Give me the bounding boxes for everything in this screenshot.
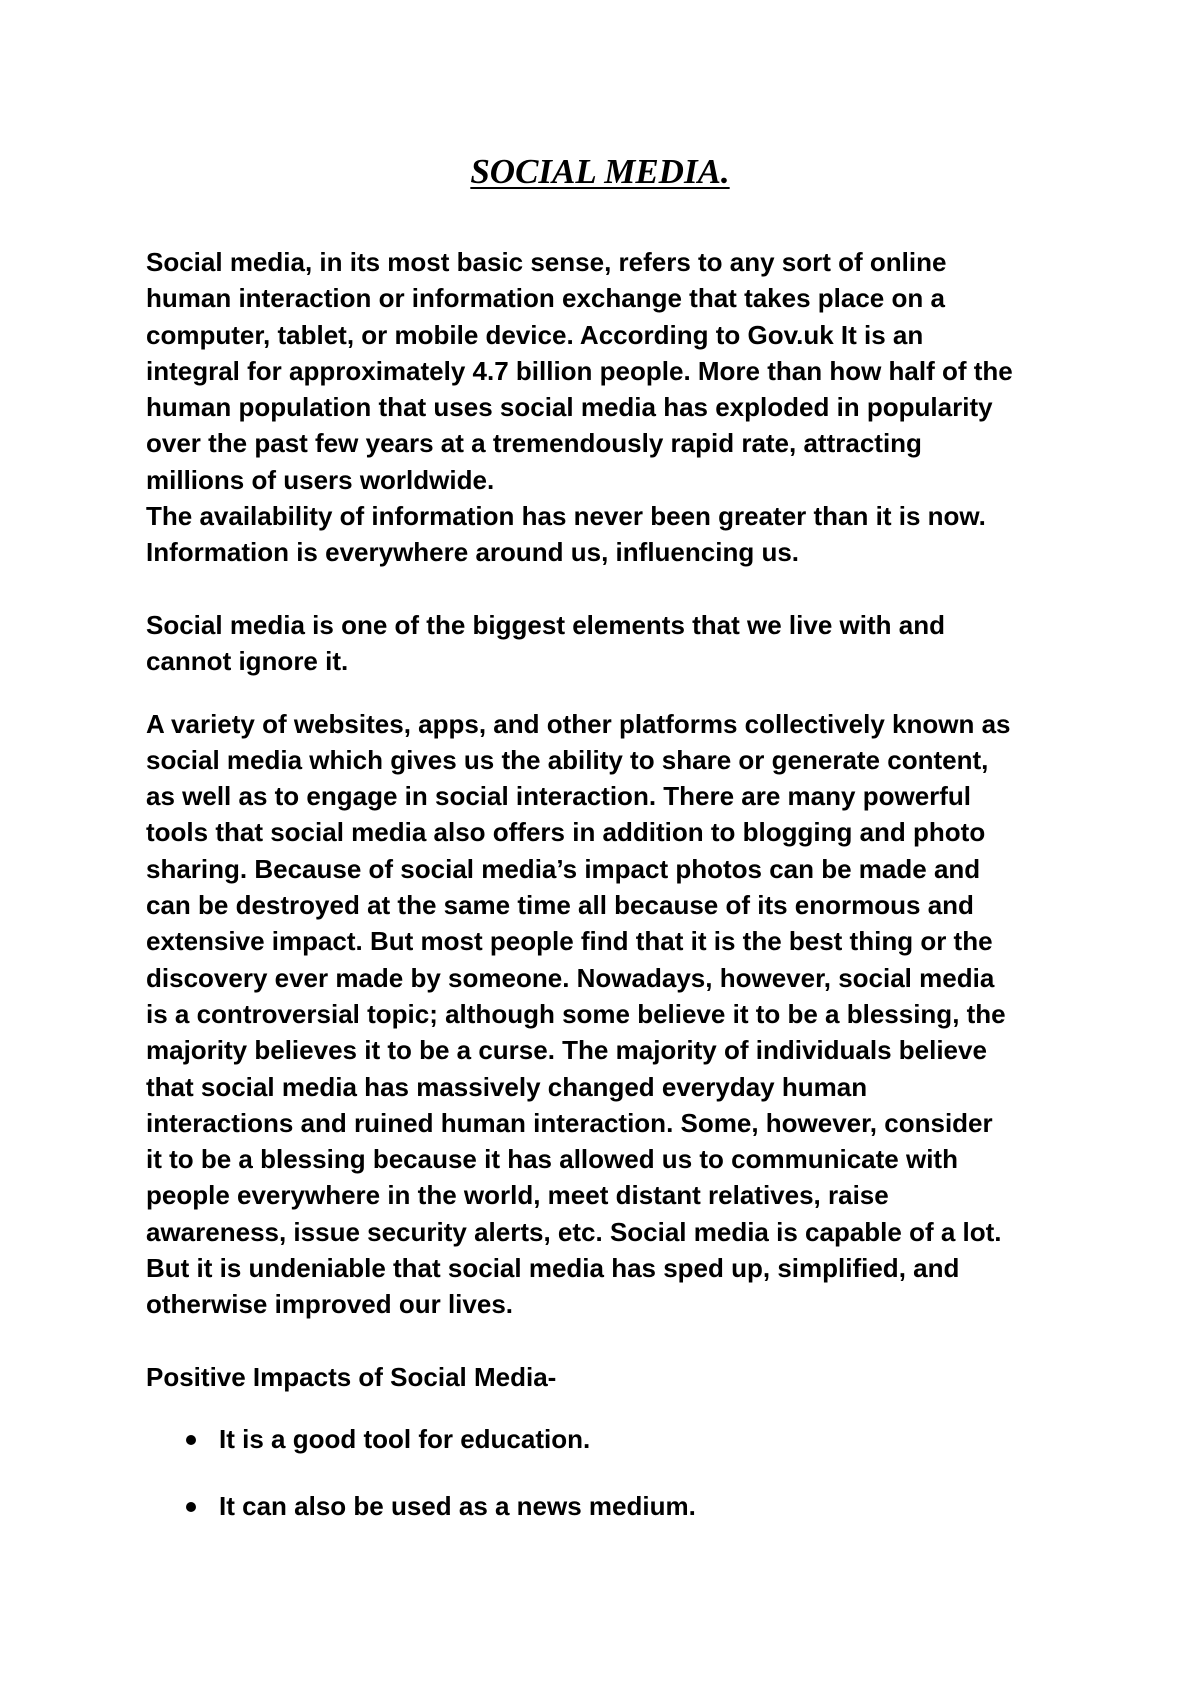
list-item-text: It is a good tool for education. xyxy=(219,1424,591,1455)
paragraph-line: Information is everywhere around us, influencing us. xyxy=(146,537,800,568)
paragraph-line: integral for approximately 4.7 billion people. More than how half of the xyxy=(146,355,1013,386)
document-body xyxy=(146,244,1076,1524)
paragraph-line: Social media, in its most basic sense, refers to any sort of online xyxy=(146,247,947,277)
paragraph-line: sharing. Because of social media’s impact photos can be made and xyxy=(146,853,981,884)
paragraph-line: tools that social media also offers in addition to blogging and photo xyxy=(146,817,986,848)
paragraph-line: is a controversial topic; although some believe it to be a blessing, the xyxy=(146,998,1006,1029)
paragraph-line: Social media is one of the biggest elements that we live with and xyxy=(146,609,945,640)
paragraph-line: otherwise improved our lives. xyxy=(146,1289,513,1320)
list-spacer xyxy=(146,1458,1076,1488)
paragraph-line: A variety of websites, apps, and other platforms collectively known as xyxy=(146,708,1011,739)
paragraph-line: discovery ever made by someone. Nowadays, however, social media xyxy=(146,962,995,993)
paragraph-line: human interaction or information exchange that takes place on a xyxy=(146,283,945,314)
paragraph-line: awareness, issue security alerts, etc. Social media is capable of a lot. xyxy=(146,1216,1002,1247)
paragraph-line: it to be a blessing because it has allowed us to communicate with xyxy=(146,1144,958,1175)
list-item-text: It can also be used as a news medium. xyxy=(219,1490,696,1521)
list-item xyxy=(146,1488,1076,1524)
paragraph-line: that social media has massively changed everyday human xyxy=(146,1071,868,1102)
paragraph-spacer xyxy=(146,1323,1076,1359)
paragraph-line: computer, tablet, or mobile device. According to Gov.uk It is an xyxy=(146,319,924,350)
paragraph-line: majority believes it to be a curse. The majority of individuals believe xyxy=(146,1035,987,1066)
paragraph-line: cannot ignore it. xyxy=(146,646,349,677)
paragraph-line: as well as to engage in social interaction. There are many powerful xyxy=(146,781,972,812)
paragraph-line: over the past few years at a tremendously rapid rate, attracting xyxy=(146,428,922,459)
paragraph-line: people everywhere in the world, meet distant relatives, raise xyxy=(146,1180,889,1211)
paragraph-social-media-element xyxy=(146,607,1076,680)
paragraph-line: But it is undeniable that social media has sped up, simplified, and xyxy=(146,1253,960,1284)
paragraph-platforms xyxy=(146,706,1076,1323)
list-spacer xyxy=(146,1395,1076,1421)
paragraph-line: social media which gives us the ability to share or generate content, xyxy=(146,744,989,775)
bullet-icon xyxy=(186,1435,196,1445)
bullet-icon xyxy=(186,1502,196,1512)
list-item xyxy=(146,1421,1076,1457)
section-heading: Positive Impacts of Social Media- xyxy=(146,1361,557,1392)
paragraph-spacer xyxy=(146,571,1076,607)
paragraph-intro xyxy=(146,244,1076,571)
paragraph-line: human population that uses social media has exploded in popularity xyxy=(146,392,993,423)
paragraph-spacer xyxy=(146,680,1076,706)
positive-impacts-list xyxy=(146,1421,1076,1524)
paragraph-line: extensive impact. But most people find that it is the best thing or the xyxy=(146,926,993,957)
paragraph-line: can be destroyed at the same time all because of its enormous and xyxy=(146,890,974,921)
document-title: SOCIAL MEDIA. xyxy=(470,152,730,191)
paragraph-line: The availability of information has never been greater than it is now. xyxy=(146,501,986,532)
paragraph-line: millions of users worldwide. xyxy=(146,464,495,495)
paragraph-line: interactions and ruined human interaction. Some, however, consider xyxy=(146,1107,993,1138)
